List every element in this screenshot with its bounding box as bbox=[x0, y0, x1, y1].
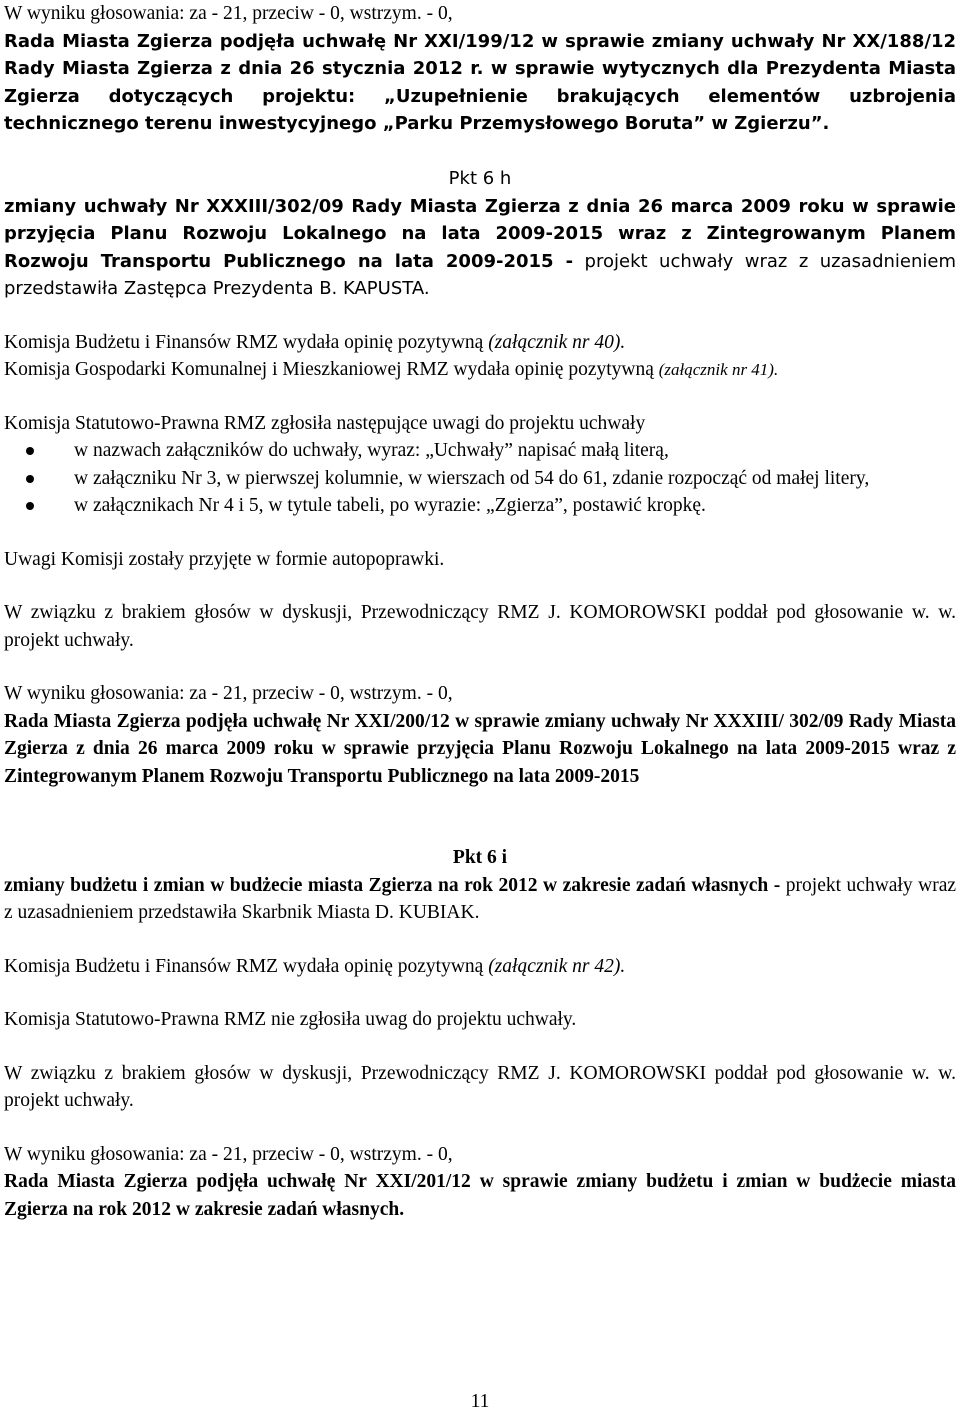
opinion-budget-42 bbox=[4, 953, 956, 981]
remark-item: w nazwach załączników do uchwały, wyraz: „Uchwały” napisać małą literą, bbox=[74, 437, 956, 465]
pkt-6h-heading: Pkt 6 h bbox=[448, 168, 512, 189]
remark-item: w załącznikach Nr 4 i 5, w tytule tabeli, po wyrazie: „Zgierza”, postawić kropkę. bbox=[74, 492, 956, 520]
pkt-6h-subject bbox=[4, 193, 956, 303]
vote-result-top: W wyniku głosowania: za - 21, przeciw - 0, wstrzym. - 0, bbox=[4, 3, 453, 24]
pkt-6i-subject bbox=[4, 872, 956, 927]
document-page bbox=[4, 0, 956, 1223]
remark-item: w załączniku Nr 3, w pierwszej kolumnie, w wierszach od 54 do 61, zdanie rozpocząć od małej litery, bbox=[74, 465, 956, 493]
resolution-199-text: Rada Miasta Zgierza podjęła uchwałę Nr XXI/199/12 w sprawie zmiany uchwały Nr XX/188/12 Rady Miasta Zgierza z dnia 26 stycznia 2012 r. w sprawie wytycznych dla Prezydenta Miasta Zgierza dotyczących projektu: „Uzupełnienie brakujących elementów uzbrojenia technicznego terenu inwestycyjnego „Parku Przemysłowego Boruta” w Zgierzu”. bbox=[4, 30, 956, 134]
resolution-201: Rada Miasta Zgierza podjęła uchwałę Nr XXI/201/12 w sprawie zmiany budżetu i zmian w budżecie miasta Zgierza na rok 2012 w zakresie zadań własnych. bbox=[4, 1171, 956, 1220]
opinion-communal-41-text: Komisja Gospodarki Komunalnej i Mieszkaniowej RMZ wydała opinię pozytywną bbox=[4, 359, 659, 380]
opinion-budget-40-text: Komisja Budżetu i Finansów RMZ wydała opinię pozytywną bbox=[4, 331, 489, 353]
vote-result-6i: W wyniku głosowania: za - 21, przeciw - 0, wstrzym. - 0, bbox=[4, 1143, 453, 1165]
discussion-6h: W związku z brakiem głosów w dyskusji, Przewodniczący RMZ J. KOMOROWSKI poddał pod głosowanie w. w. projekt uchwały. bbox=[4, 602, 956, 651]
discussion-6i: W związku z brakiem głosów w dyskusji, Przewodniczący RMZ J. KOMOROWSKI poddał pod głosowanie w. w. projekt uchwały. bbox=[4, 1062, 956, 1111]
annex-40-ref: (załącznik nr 40). bbox=[488, 331, 626, 353]
pkt-6h-subject-bold: zmiany uchwały Nr XXXIII/302/09 Rady Miasta Zgierza z dnia 26 marca 2009 roku w sprawie przyjęcia Planu Rozwoju Lokalnego na lata 2009-2015 wraz z Zintegrowanym Planem Rozwoju Transportu Publicznego na lata 2009-2015 - bbox=[4, 195, 956, 272]
annex-42-ref: (załącznik nr 42). bbox=[488, 955, 626, 977]
resolution-199 bbox=[4, 28, 956, 138]
resolution-200: Rada Miasta Zgierza podjęła uchwałę Nr XXI/200/12 w sprawie zmiany uchwały Nr XXXIII/ 302/09 Rady Miasta Zgierza z dnia 26 marca 2009 roku w sprawie przyjęcia Planu Rozwoju Lokalnego na lata 2009-2015 wraz z Zintegrowanym Planem Rozwoju Transportu Publicznego na lata 2009-2015 bbox=[4, 710, 956, 787]
pkt-6i-heading: Pkt 6 i bbox=[452, 847, 508, 868]
opinion-budget-42-text: Komisja Budżetu i Finansów RMZ wydała opinię pozytywną bbox=[4, 955, 489, 977]
opinion-budget-40 bbox=[4, 329, 956, 357]
remarks-list bbox=[4, 437, 956, 520]
page-number: 11 bbox=[470, 1391, 490, 1412]
annex-41-ref: (załącznik nr 41). bbox=[658, 360, 779, 379]
pkt-6i-subject-rest: projekt uchwały wraz z uzasadnieniem przedstawiła Skarbnik Miasta D. KUBIAK. bbox=[4, 874, 956, 923]
remarks-accepted: Uwagi Komisji zostały przyjęte w formie autopoprawki. bbox=[4, 548, 445, 570]
statutory-remarks-intro: Komisja Statutowo-Prawna RMZ zgłosiła następujące uwagi do projektu uchwały bbox=[4, 412, 646, 434]
vote-result-6h: W wyniku głosowania: za - 21, przeciw - 0, wstrzym. - 0, bbox=[4, 683, 453, 704]
pkt-6h-subject-rest: projekt uchwały wraz z uzasadnieniem przedstawiła Zastępca Prezydenta B. KAPUSTA. bbox=[4, 250, 956, 299]
pkt-6i-subject-bold: zmiany budżetu i zmian w budżecie miasta Zgierza na rok 2012 w zakresie zadań własnych - bbox=[4, 874, 781, 896]
opinion-communal-41 bbox=[4, 356, 956, 384]
statutory-no-remarks: Komisja Statutowo-Prawna RMZ nie zgłosiła uwag do projektu uchwały. bbox=[4, 1009, 577, 1030]
